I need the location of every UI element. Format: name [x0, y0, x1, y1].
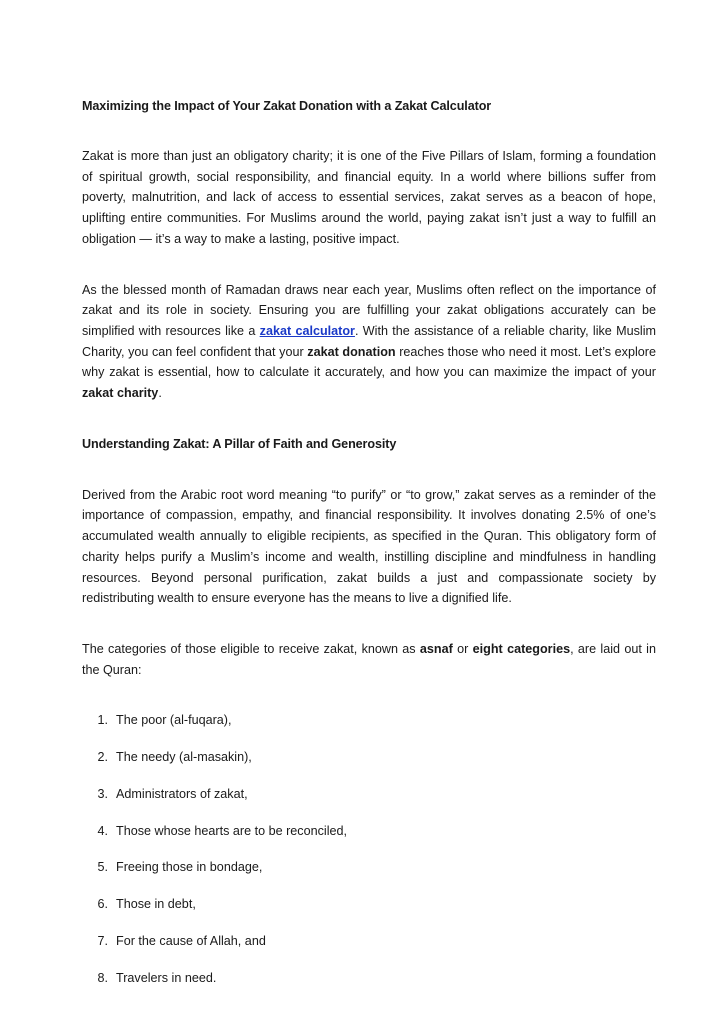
- list-item: [97, 821, 656, 842]
- list-item-text: Those whose hearts are to be reconciled,: [116, 823, 348, 838]
- categories-text-3: , are laid out in the Quran:: [82, 641, 656, 677]
- list-item-text: Travelers in need.: [116, 970, 217, 985]
- eight-categories-bold: eight categories: [472, 641, 571, 656]
- zakat-donation-bold: zakat donation: [307, 344, 396, 359]
- zakat-charity-bold: zakat charity: [82, 386, 159, 401]
- list-item-text: Those in debt,: [116, 897, 196, 912]
- list-item-text: For the cause of Allah, and: [116, 934, 266, 949]
- list-item: [97, 968, 656, 989]
- section-heading: Understanding Zakat: A Pillar of Faith and Generosity: [82, 436, 397, 451]
- list-item: [97, 894, 656, 915]
- list-item-number: 4.: [97, 823, 108, 838]
- categories-paragraph: [82, 639, 656, 680]
- ramadan-text-3: reaches those who need it most. Let’s explore why zakat is essential, how to calculate it accurately, and how you can maximize the impact of your: [82, 344, 656, 380]
- list-item: [97, 784, 656, 805]
- list-item: [97, 857, 656, 878]
- list-item: [97, 710, 656, 731]
- list-item-text: Freeing those in bondage,: [116, 860, 263, 875]
- ramadan-text-4: .: [158, 386, 162, 401]
- categories-text-2: or: [452, 641, 473, 656]
- list-item-number: 7.: [97, 934, 108, 949]
- list-item: [97, 931, 656, 952]
- list-item-text: The poor (al-fuqara),: [116, 713, 232, 728]
- list-item-text: The needy (al-masakin),: [116, 750, 252, 765]
- list-item-text: Administrators of zakat,: [116, 786, 248, 801]
- list-item-number: 1.: [97, 713, 108, 728]
- list-item-number: 8.: [97, 970, 108, 985]
- intro-paragraph: Zakat is more than just an obligatory charity; it is one of the Five Pillars of Islam, forming a foundation of spiritual growth, social responsibility, and financial equity. In a world where billions suffer from poverty, malnutrition, and lack of access to essential services, zakat serves as a beacon of hope, uplifting entire communities. For Muslims around the world, paying zakat isn’t just a way to fulfill an obligation — it’s a way to make a lasting, positive impact.: [82, 149, 656, 246]
- ramadan-text-2: . With the assistance of a reliable charity, like Muslim Charity, you can feel confident that your: [82, 323, 656, 359]
- list-item-number: 6.: [97, 897, 108, 912]
- categories-list: [97, 710, 656, 988]
- ramadan-paragraph: [82, 280, 656, 404]
- list-item-number: 5.: [97, 860, 108, 875]
- ramadan-text-1: As the blessed month of Ramadan draws near each year, Muslims often reflect on the importance of zakat and its role in society. Ensuring you are fulfilling your zakat obligations accurately can be simplified with resources like a: [82, 282, 656, 338]
- document-title: Maximizing the Impact of Your Zakat Donation with a Zakat Calculator: [82, 99, 492, 113]
- asnaf-bold: asnaf: [419, 641, 453, 656]
- list-item: [97, 747, 656, 768]
- list-item-number: 2.: [97, 750, 108, 765]
- document-page: [82, 96, 656, 1005]
- list-item-number: 3.: [97, 786, 108, 801]
- derived-paragraph: Derived from the Arabic root word meaning “to purify” or “to grow,” zakat serves as a reminder of the importance of compassion, empathy, and financial responsibility. It involves donating 2.5% of one’s accumulated wealth annually to eligible recipients, as specified in the Quran. This obligatory form of charity helps purify a Muslim’s income and wealth, instilling discipline and mindfulness in handling resources. Beyond personal purification, zakat builds a just and compassionate society by redistributing wealth to ensure everyone has the means to live a dignified life.: [82, 487, 656, 606]
- zakat-calculator-link[interactable]: zakat calculator: [259, 323, 355, 338]
- categories-text-1: The categories of those eligible to receive zakat, known as: [82, 641, 420, 656]
